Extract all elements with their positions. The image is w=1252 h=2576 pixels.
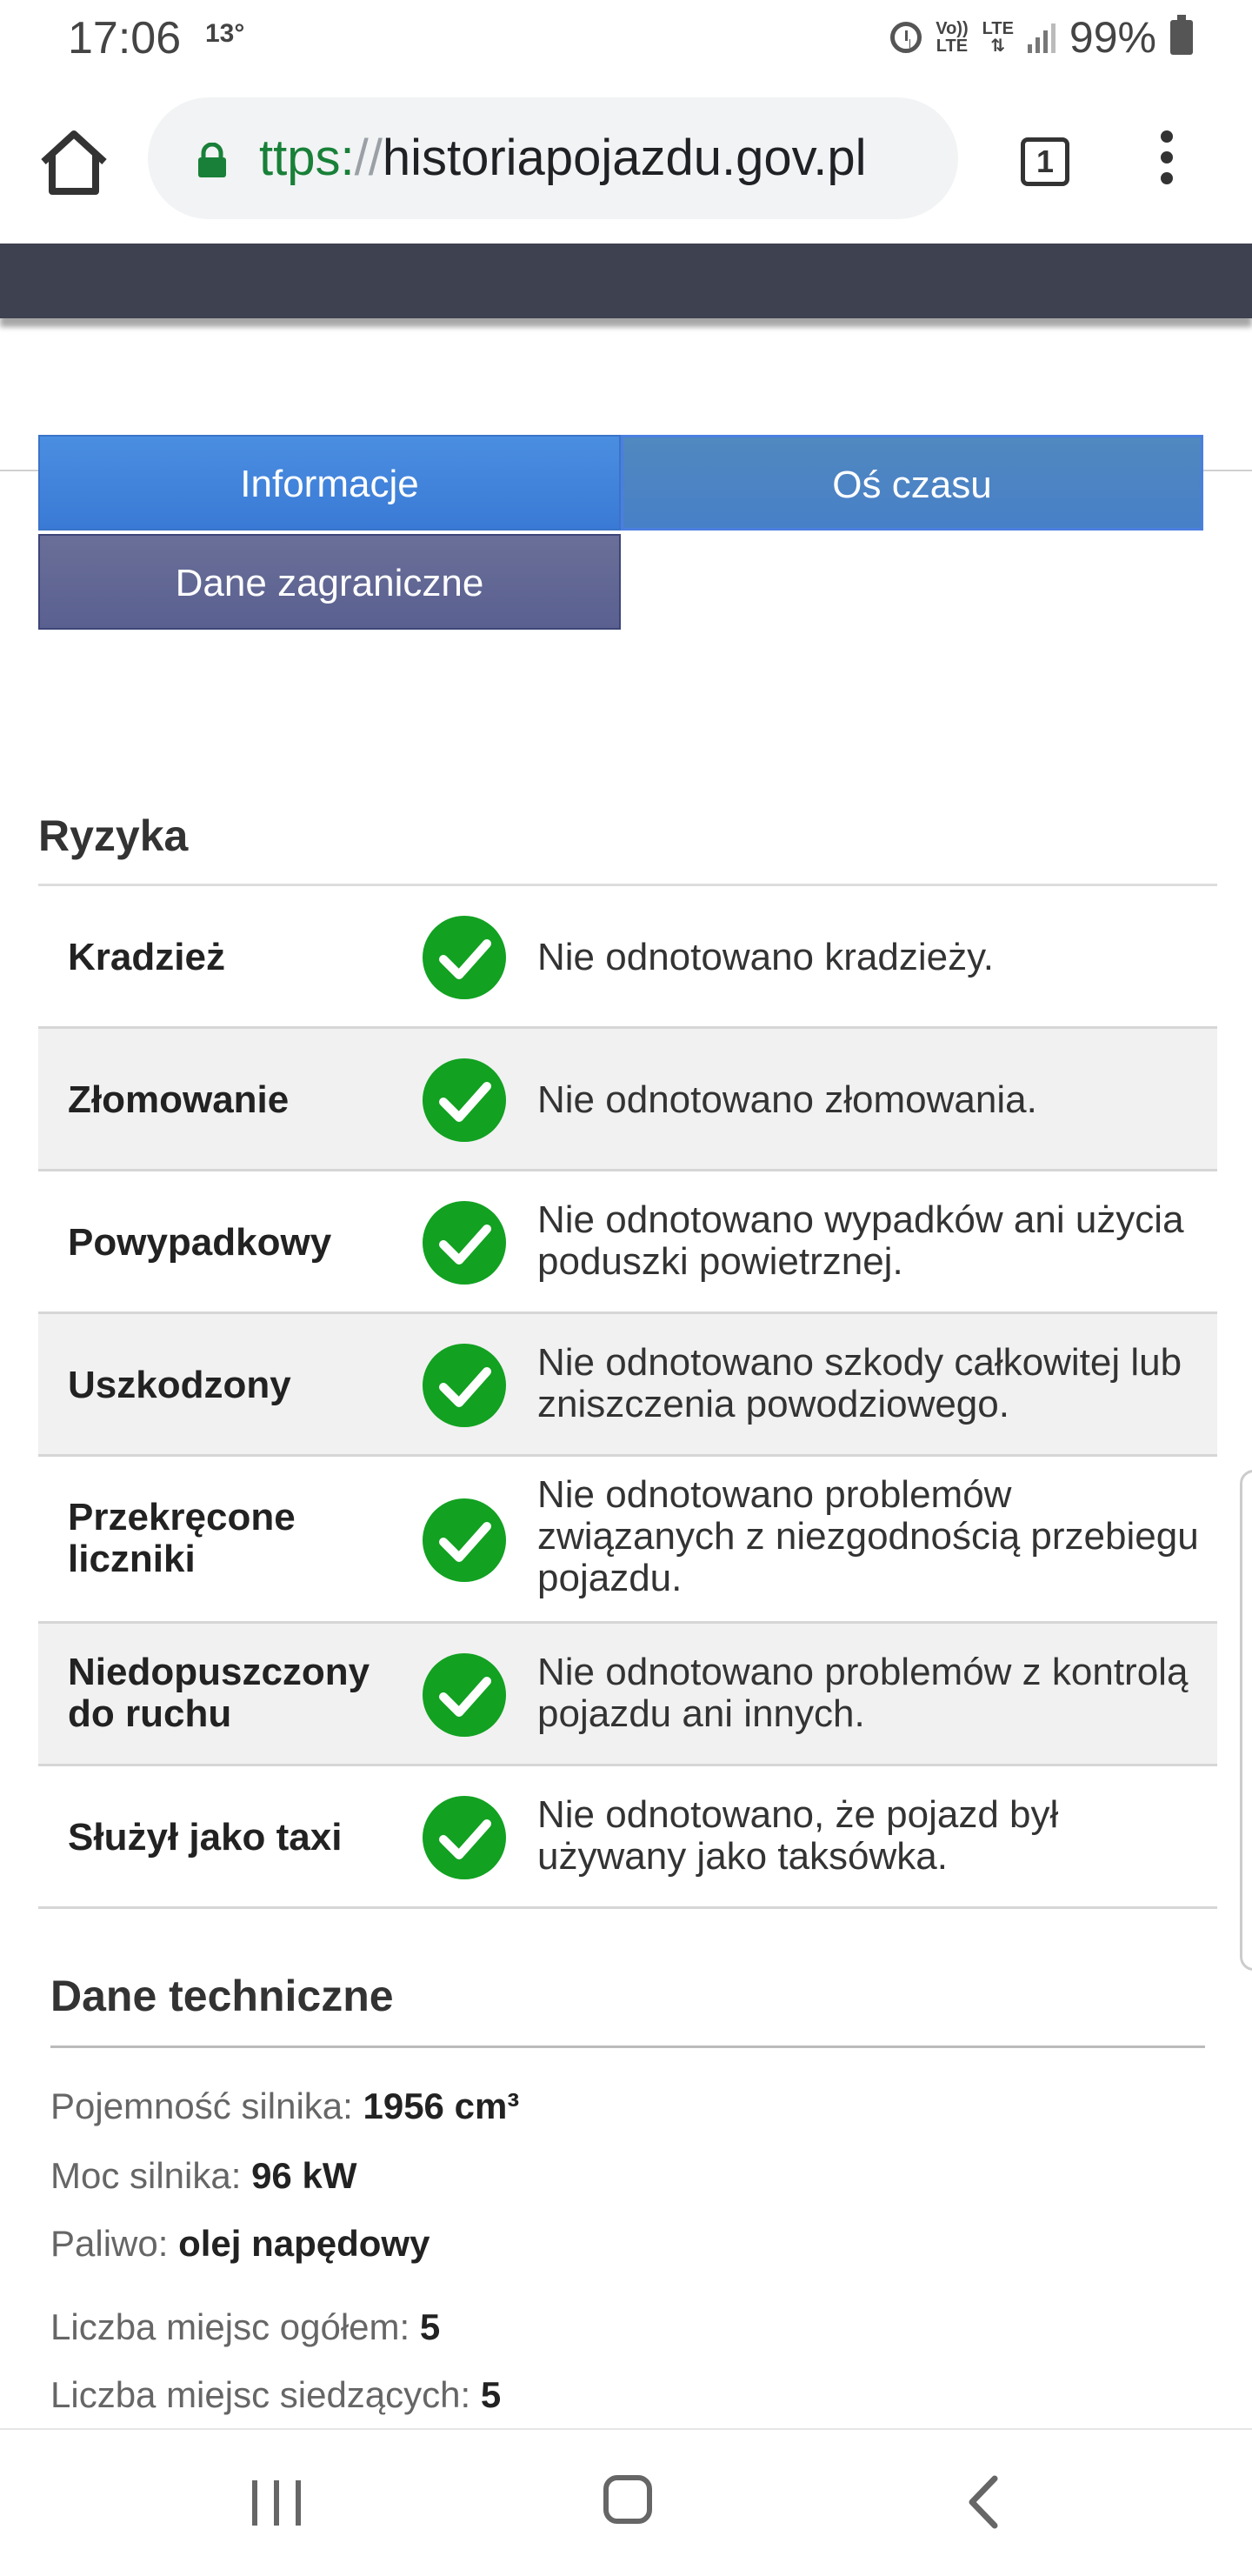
recents-button[interactable] xyxy=(252,2480,301,2526)
tech-label: Paliwo: xyxy=(50,2223,169,2264)
status-time: 17:06 xyxy=(68,13,182,63)
risk-label: Służył jako taxi xyxy=(68,1816,343,1859)
check-circle-icon xyxy=(421,1199,508,1286)
browser-toolbar xyxy=(0,78,1252,244)
risk-description: Nie odnotowano wypadków ani użycia poduszki powietrznej. xyxy=(537,1198,1184,1283)
divider xyxy=(50,2045,1205,2048)
risk-label: Przekręcone liczniki xyxy=(68,1496,296,1580)
risk-row-not-roadworthy xyxy=(38,1624,1217,1766)
status-indicators xyxy=(890,12,1193,63)
risk-description: Nie odnotowano kradzieży. xyxy=(537,936,995,978)
tech-value: 96 kW xyxy=(251,2155,357,2196)
check-circle-icon xyxy=(421,1497,508,1584)
risk-label: Złomowanie xyxy=(68,1078,290,1121)
risks-title: Ryzyka xyxy=(38,811,189,860)
signal-icon xyxy=(1028,22,1056,53)
system-nav-bar xyxy=(0,2428,1252,2576)
status-temperature: 13° xyxy=(205,19,245,48)
battery-percent: 99% xyxy=(1069,13,1156,62)
check-circle-icon xyxy=(421,914,508,1001)
risk-row-accident xyxy=(38,1171,1217,1314)
data-arrows-icon: ⇅ xyxy=(990,37,1006,56)
url-field[interactable] xyxy=(148,97,958,219)
url-host: historiapojazdu.gov.pl xyxy=(382,130,867,186)
status-bar xyxy=(0,0,1252,78)
url-text xyxy=(259,129,867,187)
tech-label: Liczba miejsc siedzących: xyxy=(50,2374,471,2415)
volte-label-bottom: LTE xyxy=(936,37,969,56)
tech-row-engine-capacity xyxy=(50,2085,519,2127)
lte-indicator xyxy=(982,20,1014,55)
volte-label-top: Vo)) xyxy=(936,19,969,38)
risk-label: Niedopuszczony do ruchu xyxy=(68,1651,370,1735)
tech-value: 5 xyxy=(419,2306,441,2347)
risk-label: Kradzież xyxy=(68,936,225,978)
risk-description: Nie odnotowano szkody całkowitej lub zniszczenia powodziowego. xyxy=(537,1341,1182,1425)
tech-label: Moc silnika: xyxy=(50,2155,242,2196)
back-button[interactable] xyxy=(960,2472,1012,2533)
tech-value: olej napędowy xyxy=(178,2223,430,2264)
tech-row-fuel xyxy=(50,2223,430,2265)
tech-row-engine-power xyxy=(50,2155,356,2197)
risk-row-damaged xyxy=(38,1314,1217,1457)
side-scroll-handle[interactable] xyxy=(1240,1470,1252,1971)
risk-label: Uszkodzony xyxy=(68,1364,291,1406)
risk-label: Powypadkowy xyxy=(68,1221,332,1264)
tech-label: Liczba miejsc ogółem: xyxy=(50,2306,410,2347)
tab-dane-zagraniczne[interactable]: Dane zagraniczne xyxy=(38,534,621,630)
tab-switcher-button[interactable]: 1 xyxy=(1021,137,1069,186)
risk-row-taxi xyxy=(38,1766,1217,1909)
risk-description: Nie odnotowano, że pojazd był używany jako taksówka. xyxy=(537,1793,1059,1878)
risk-row-odometer xyxy=(38,1457,1217,1624)
url-scheme: ttps: xyxy=(259,130,355,186)
tech-label: Pojemność silnika: xyxy=(50,2085,353,2126)
tech-value: 1956 cm³ xyxy=(363,2085,520,2126)
home-icon xyxy=(35,127,113,197)
risk-row-scrapping xyxy=(38,1029,1217,1171)
url-slashes: // xyxy=(354,130,383,186)
check-circle-icon xyxy=(421,1342,508,1429)
more-menu-icon[interactable] xyxy=(1156,130,1177,191)
lock-icon xyxy=(196,143,228,177)
lte-label: LTE xyxy=(982,19,1014,38)
battery-icon xyxy=(1170,20,1193,55)
site-header xyxy=(0,244,1252,318)
alarm-icon xyxy=(890,22,922,53)
tab-os-czasu[interactable]: Oś czasu xyxy=(621,435,1203,531)
tech-row-seated-seats xyxy=(50,2374,501,2416)
risk-description: Nie odnotowano problemów związanych z niezgodnością przebiegu pojazdu. xyxy=(537,1473,1199,1599)
risk-row-theft xyxy=(38,886,1217,1029)
risk-description: Nie odnotowano złomowania. xyxy=(537,1078,1037,1121)
tech-value: 5 xyxy=(480,2374,502,2415)
home-nav-button[interactable] xyxy=(603,2475,652,2524)
tech-row-total-seats xyxy=(50,2306,440,2348)
check-circle-icon xyxy=(421,1794,508,1881)
volte-indicator xyxy=(936,20,968,55)
technical-title: Dane techniczne xyxy=(50,1972,394,2020)
check-circle-icon xyxy=(421,1652,508,1738)
risks-table xyxy=(38,886,1217,1909)
tab-informacje[interactable]: Informacje xyxy=(38,435,621,531)
risk-description: Nie odnotowano problemów z kontrolą pojazdu ani innych. xyxy=(537,1651,1189,1735)
check-circle-icon xyxy=(421,1057,508,1144)
home-button[interactable] xyxy=(35,127,113,197)
